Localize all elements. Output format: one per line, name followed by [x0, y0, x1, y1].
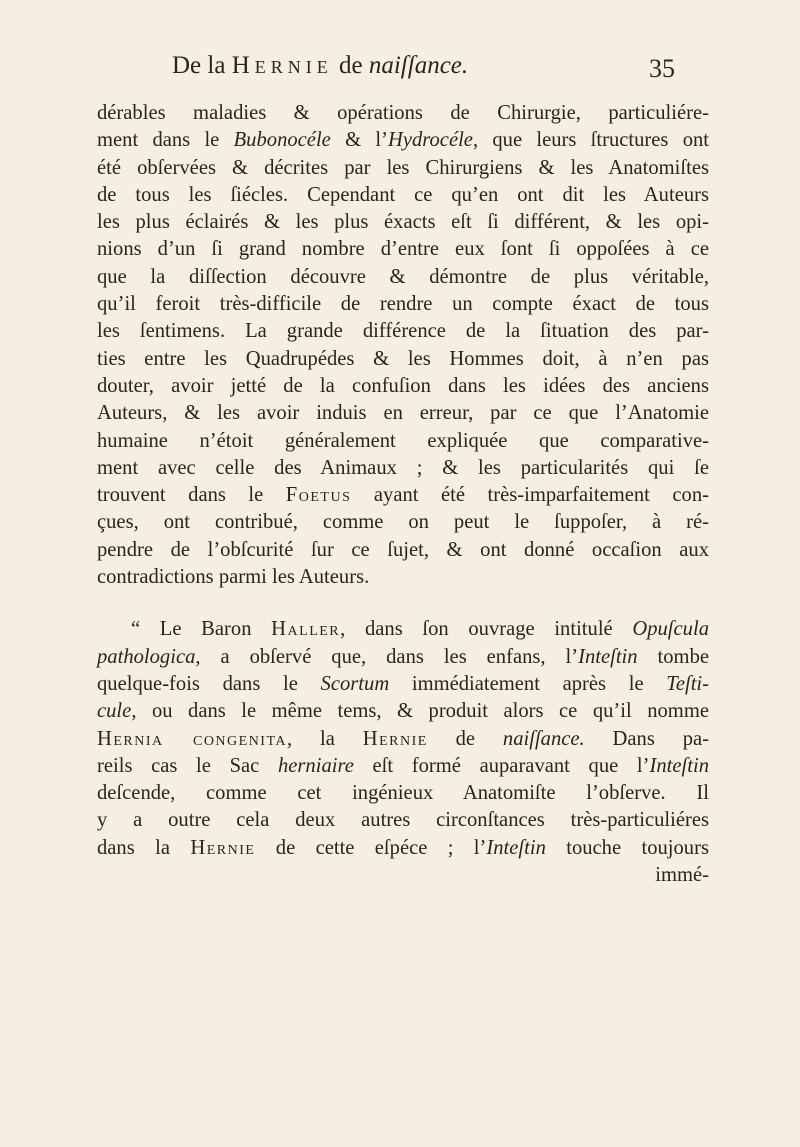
- text-line: contradictions parmi les Auteurs.: [97, 566, 370, 589]
- text-line: çues, ont contribué, comme on peut le ſuppoſer, à ré-: [97, 511, 709, 534]
- text-line: qu’il feroit très-difficile de rendre un compte éxact de tous: [97, 293, 709, 316]
- text-line: été obſervées & décrites par les Chirurgiens & les Anatomiſtes: [97, 156, 709, 179]
- text-line: dans la Hernie de cette eſpéce ; l’Inteſtin touche toujours: [97, 836, 709, 859]
- text-line: reils cas le Sac herniaire eſt formé auparavant que l’Inteſtin: [97, 754, 710, 777]
- text-line: Auteurs, & les avoir induis en erreur, par ce que l’Anatomie: [97, 402, 709, 425]
- text-line: ment avec celle des Animaux ; & les particularités qui ſe: [97, 456, 709, 479]
- running-title-prefix: De la: [172, 52, 232, 79]
- running-title-naissance: naiſſance.: [368, 52, 469, 79]
- running-title-hernie: Hernie: [231, 52, 333, 79]
- text-line: les ſentimens. La grande différence de la ſituation des par-: [97, 320, 709, 343]
- text-line: les plus éclairés & les plus éxacts eſt ſi différent, & les opi-: [97, 211, 709, 234]
- text-line: douter, avoir jetté de la confuſion dans les idées des anciens: [97, 374, 709, 397]
- catchword: immé-: [655, 864, 709, 887]
- paragraph-gap: [97, 591, 709, 616]
- text-line: Hernia congenita, la Hernie de naiſſance. Dans pa-: [97, 727, 709, 750]
- text-line: quelque-fois dans le Scortum immédiatement après le Teſti-: [97, 672, 709, 695]
- text-line: pendre de l’obſcurité ſur ce ſujet, & ont donné occaſion aux: [97, 538, 709, 561]
- paragraph-2: [97, 616, 709, 889]
- text-line: “ Le Baron Haller, dans ſon ouvrage intitulé Opuſcula: [131, 618, 709, 641]
- text-line: cule, ou dans le même tems, & produit alors ce qu’il nomme: [97, 700, 709, 723]
- page-number: 35: [649, 54, 675, 83]
- text-line: y a outre cela deux autres circonſtances très-particuliéres: [97, 809, 709, 832]
- text-line: ties entre les Quadrupédes & les Hommes doit, à n’en pas: [97, 347, 709, 370]
- text-line: pathologica, a obſervé que, dans les enfans, l’Inteſtin tombe: [97, 645, 710, 668]
- running-title: [172, 52, 468, 80]
- body-text: [97, 100, 709, 889]
- text-line: trouvent dans le Foetus ayant été très-imparfaitement con-: [97, 484, 710, 507]
- text-line: que la diſſection découvre & démontre de plus véritable,: [97, 265, 709, 288]
- text-line: ment dans le Bubonocéle & l’Hydrocéle, que leurs ſtructures ont: [97, 129, 710, 152]
- text-line: dérables maladies & opérations de Chirurgie, particuliére-: [97, 102, 709, 124]
- text-line: de tous les ſiécles. Cependant ce qu’en ont dit les Auteurs: [97, 183, 709, 206]
- running-title-de: de: [332, 52, 369, 79]
- paragraph-1: [97, 100, 709, 591]
- text-line: humaine n’étoit généralement expliquée que comparative-: [97, 429, 709, 452]
- text-line: nions d’un ſi grand nombre d’entre eux ſont ſi oppoſées à ce: [97, 238, 709, 261]
- text-line: deſcende, comme cet ingénieux Anatomiſte l’obſerve. Il: [97, 782, 709, 805]
- running-head: [0, 52, 800, 92]
